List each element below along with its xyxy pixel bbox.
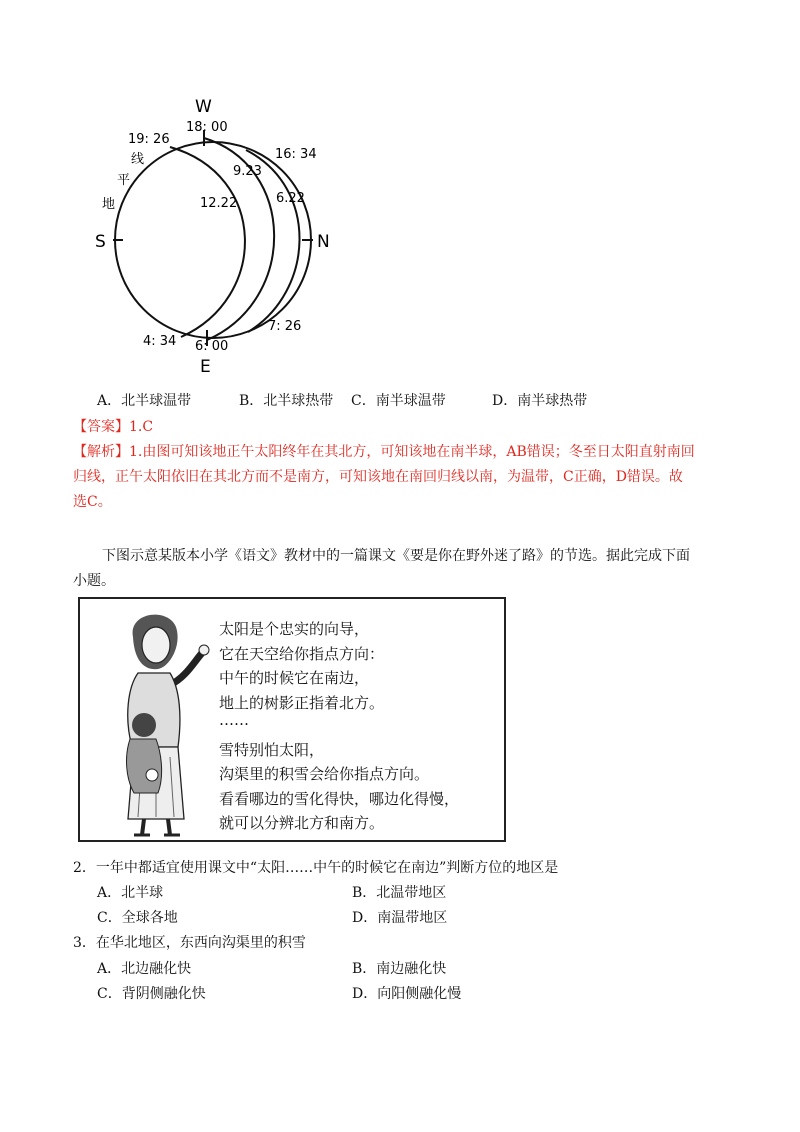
horizon-char-3: 地	[102, 197, 116, 212]
poem-line-7: 沟渠里的积雪会给你指点方向。	[219, 765, 430, 783]
time-1634: 16: 34	[275, 147, 317, 162]
poem-line-9: 就可以分辨北方和南方。	[219, 814, 385, 832]
horizon-circle	[115, 142, 311, 338]
time-1926: 19: 26	[128, 132, 170, 147]
analysis-line-1: 【解析】1.由图可知该地正午太阳终年在其北方，可知该地在南半球，AB错误；冬至日太阳直射南回	[73, 444, 695, 460]
q1-option-c: C．南半球温带	[351, 393, 446, 409]
label-w: W	[195, 97, 212, 117]
q2-option-b: B．北温带地区	[352, 885, 447, 901]
time-0726: 7: 26	[268, 319, 302, 334]
poem-line-8: 看看哪边的雪化得快，哪边化得慢，	[219, 790, 460, 808]
time-1800: 18: 00	[186, 120, 228, 135]
teacher-child-illustration	[98, 607, 228, 839]
poem-line-4: 地上的树影正指着北方。	[219, 694, 385, 712]
date-0622: 6.22	[276, 191, 305, 206]
q3-option-b: B．南边融化快	[352, 961, 447, 977]
textbook-excerpt-box	[78, 597, 506, 842]
q2-option-d: D．南温带地区	[352, 910, 448, 926]
horizon-char-1: 线	[131, 152, 145, 167]
time-0434: 4: 34	[143, 334, 177, 349]
analysis-line-3: 选C。	[73, 494, 112, 510]
q2-stem: 2．一年中都适宜使用课文中“太阳……中午的时候它在南边”判断方位的地区是	[73, 860, 559, 876]
q3-option-c: C．背阴侧融化快	[97, 986, 206, 1002]
intro-line-1: 下图示意某版本小学《语文》教材中的一篇课文《要是你在野外迷了路》的节选。据此完成下面	[102, 548, 690, 564]
poem-line-2: 它在天空给你指点方向：	[219, 645, 385, 663]
q3-option-a: A．北边融化快	[97, 961, 192, 977]
label-s: S	[95, 232, 106, 252]
poem-line-1: 太阳是个忠实的向导，	[219, 620, 370, 638]
label-n: N	[317, 232, 330, 252]
poem-line-6: 雪特别怕太阳，	[219, 741, 325, 759]
q3-stem: 3．在华北地区，东西向沟渠里的积雪	[73, 935, 306, 951]
q2-option-a: A．北半球	[97, 885, 164, 901]
poem-line-3: 中午的时候它在南边，	[219, 669, 370, 687]
q1-option-b: B．北半球热带	[239, 393, 334, 409]
analysis-line-2: 归线，正午太阳依旧在其北方而不是南方，可知该地在南回归线以南，为温带，C正确，D错误。故	[73, 469, 683, 485]
intro-line-2: 小题。	[73, 573, 115, 589]
time-0600: 6: 00	[195, 339, 229, 354]
poem-line-5: ……	[219, 711, 249, 729]
sun-path-diagram	[0, 0, 800, 380]
label-e: E	[200, 357, 211, 377]
q1-option-a: A．北半球温带	[97, 393, 192, 409]
date-1222: 12.22	[200, 196, 238, 211]
q3-option-d: D．向阳侧融化慢	[352, 986, 462, 1002]
answer-line: 【答案】1.C	[73, 419, 154, 435]
q1-option-d: D．南半球热带	[492, 393, 588, 409]
horizon-char-2: 平	[117, 173, 131, 188]
q2-option-c: C．全球各地	[97, 910, 178, 926]
date-0923: 9.23	[233, 164, 262, 179]
